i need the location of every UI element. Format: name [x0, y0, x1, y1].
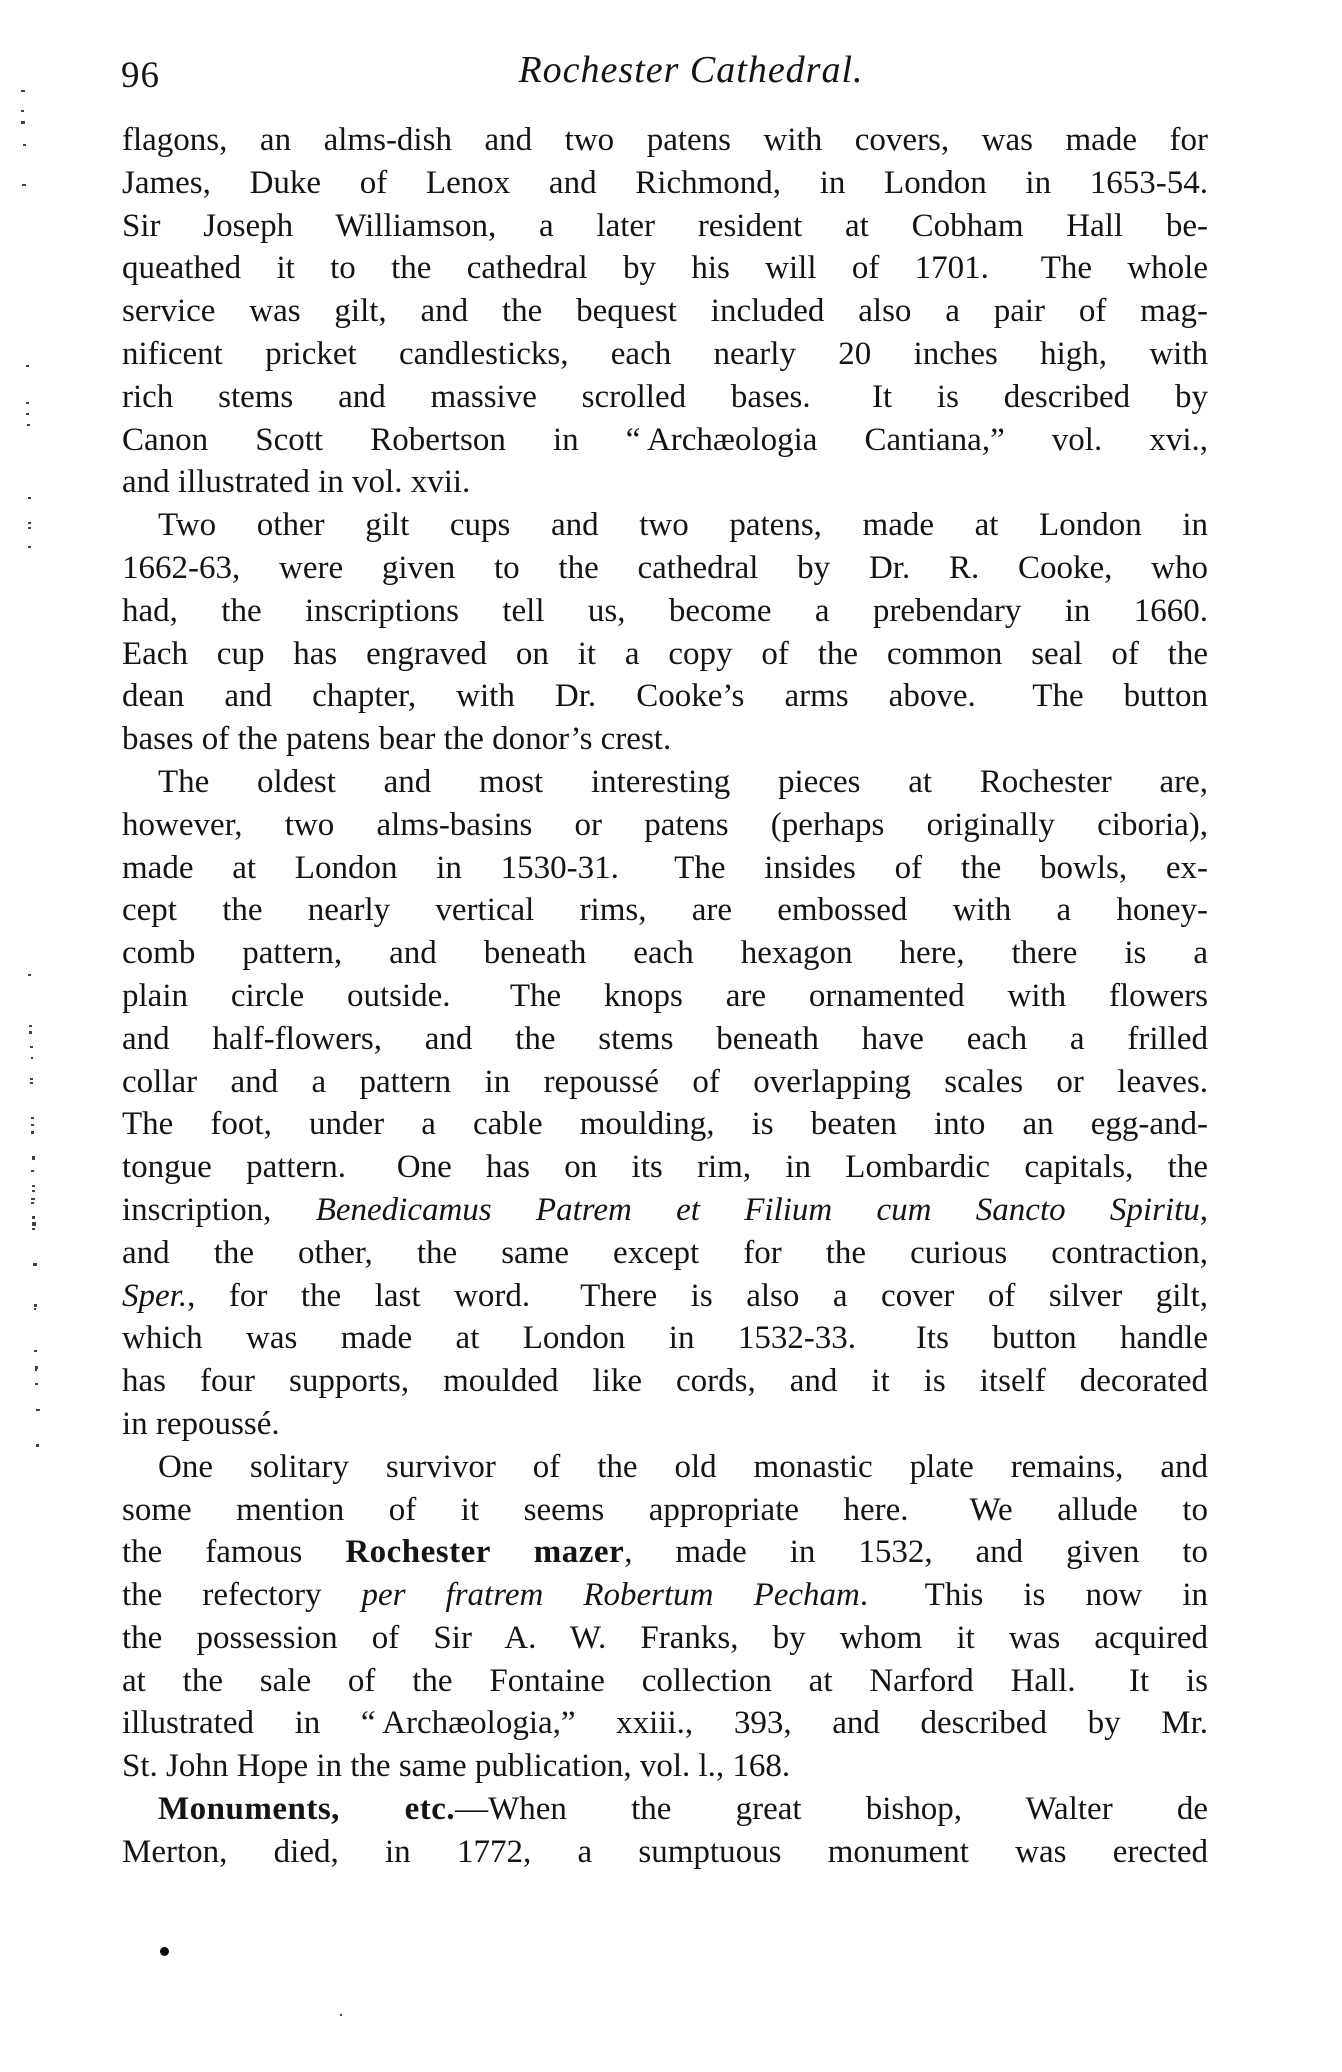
- body-text: which was made at London in 1532-33. Its button handle: [122, 1320, 1208, 1357]
- scan-speck: [31, 1170, 34, 1172]
- text-line: [122, 718, 1208, 761]
- text-line: [122, 1574, 1208, 1617]
- scan-speck: [21, 90, 25, 92]
- text-line: [122, 889, 1208, 932]
- body-text: , for the last word. There is also a cover of silver gilt,: [187, 1277, 1208, 1314]
- text-line: [122, 162, 1208, 205]
- body-text: had, the inscriptions tell us, become a prebendary in 1660.: [122, 592, 1208, 629]
- text-line: [122, 247, 1208, 290]
- text-line: [122, 1489, 1208, 1532]
- bold-text: Monuments, etc.: [158, 1791, 456, 1828]
- scan-speck: [35, 1383, 38, 1385]
- scan-speck: [32, 1228, 35, 1230]
- body-text: St. John Hope in the same publication, vol. l., 168.: [122, 1748, 791, 1785]
- scan-speck: [21, 110, 24, 112]
- page-header: [0, 48, 1342, 104]
- text-line: [122, 119, 1208, 162]
- body-text: The oldest and most interesting pieces at Rochester are,: [158, 763, 1208, 800]
- body-text: dean and chapter, with Dr. Cooke’s arms above. The button: [122, 678, 1208, 715]
- text-line: [122, 675, 1208, 718]
- scan-speck: [28, 522, 31, 524]
- scan-speck: [34, 1304, 37, 1307]
- scan-speck: [32, 1216, 35, 1219]
- scan-speck: [31, 1117, 34, 1119]
- page-number: 96: [121, 55, 160, 96]
- body-text: Merton, died, in 1772, a sumptuous monument was erected: [122, 1833, 1208, 1870]
- scan-speck: [26, 365, 29, 367]
- body-text: service was gilt, and the bequest included also a pair of mag-: [122, 293, 1208, 330]
- body-text: James, Duke of Lenox and Richmond, in London in 1653-54.: [122, 164, 1208, 201]
- italic-text: Benedicamus Patrem et Filium cum Sancto Spiritu: [315, 1191, 1200, 1228]
- scan-speck: [34, 1308, 36, 1310]
- body-text: tongue pattern. One has on its rim, in Lombardic capitals, the: [122, 1149, 1208, 1186]
- italic-text: Sper.: [122, 1277, 188, 1314]
- text-line: [122, 1275, 1208, 1318]
- scan-speck: [28, 546, 31, 548]
- scan-speck: [31, 1198, 35, 1200]
- page-body: [122, 119, 1208, 1874]
- bold-text: Rochester mazer: [345, 1534, 625, 1571]
- scan-speck: [32, 1190, 35, 1192]
- body-text: illustrated in “ Archæologia,” xxiii., 393, and described by Mr.: [122, 1705, 1208, 1742]
- scan-speck: [31, 1131, 34, 1134]
- body-text: The foot, under a cable moulding, is beaten into an egg-and-: [122, 1106, 1208, 1143]
- body-text: in repoussé.: [122, 1405, 280, 1442]
- body-text: queathed it to the cathedral by his will of 1701. The whole: [122, 250, 1208, 287]
- text-line: [122, 1831, 1208, 1874]
- scan-speck: [31, 1057, 33, 1059]
- scan-speck: [35, 1369, 37, 1371]
- scan-speck: [36, 1409, 40, 1411]
- text-line: [122, 461, 1208, 504]
- text-line: [122, 590, 1208, 633]
- scan-speck: [23, 144, 26, 146]
- text-line: [122, 1061, 1208, 1104]
- body-text: and the other, the same except for the curious contraction,: [122, 1234, 1208, 1271]
- scan-speck: [27, 424, 30, 426]
- text-line: [122, 804, 1208, 847]
- body-text: however, two alms-basins or patens (perhaps originally ciboria),: [122, 806, 1208, 843]
- body-text: has four supports, moulded like cords, and it is itself decorated: [122, 1363, 1208, 1400]
- scan-speck: [32, 1185, 35, 1187]
- body-text: nificent pricket candlesticks, each nearly 20 inches high, with: [122, 335, 1208, 372]
- text-line: [122, 1317, 1208, 1360]
- text-line: [122, 1745, 1208, 1788]
- text-line: [122, 547, 1208, 590]
- body-text: Sir Joseph Williamson, a later resident at Cobham Hall be-: [122, 207, 1208, 244]
- body-text: —When the great bishop, Walter de: [455, 1791, 1208, 1828]
- body-text: at the sale of the Fontaine collection at Narford Hall. It is: [122, 1662, 1208, 1699]
- text-line: [122, 1531, 1208, 1574]
- scan-speck: [29, 1025, 32, 1027]
- body-text: Each cup has engraved on it a copy of the common seal of the: [122, 635, 1208, 672]
- ink-dot: [160, 1947, 169, 1956]
- text-line: [122, 1189, 1208, 1232]
- body-text: comb pattern, and beneath each hexagon here, there is a: [122, 935, 1208, 972]
- body-text: One solitary survivor of the old monastic plate remains, and: [158, 1448, 1208, 1485]
- text-line: [122, 1146, 1208, 1189]
- body-text: bases of the patens bear the donor’s crest.: [122, 721, 672, 758]
- text-line: [122, 1232, 1208, 1275]
- scan-speck: [29, 1031, 32, 1034]
- text-line: [122, 419, 1208, 462]
- body-text: the famous: [122, 1534, 346, 1571]
- body-text: collar and a pattern in repoussé of overlapping scales or leaves.: [122, 1063, 1208, 1100]
- body-text: the refectory: [122, 1577, 362, 1614]
- body-text: made at London in 1530-31. The insides of the bowls, ex-: [122, 849, 1208, 886]
- text-line: [122, 975, 1208, 1018]
- text-line: [122, 1660, 1208, 1703]
- scan-speck: [22, 184, 26, 186]
- text-line: [122, 1403, 1208, 1446]
- body-text: inscription,: [122, 1191, 316, 1228]
- scan-speck: [31, 1124, 34, 1126]
- scan-speck: [28, 527, 31, 529]
- italic-text: per fratrem Robertum Pecham: [361, 1577, 860, 1614]
- text-line: [122, 1788, 1208, 1831]
- text-line: [122, 1702, 1208, 1745]
- scan-speck: [30, 1082, 33, 1084]
- running-title: Rochester Cathedral.: [518, 49, 864, 91]
- scan-speck: [28, 497, 31, 499]
- body-text: some mention of it seems appropriate here. We allude to: [122, 1491, 1208, 1528]
- text-line: [122, 761, 1208, 804]
- body-text: 1662-63, were given to the cathedral by Dr. R. Cooke, who: [122, 549, 1208, 586]
- scan-speck: [36, 1444, 39, 1447]
- scan-speck: [30, 1046, 33, 1048]
- scan-speck: [31, 1202, 34, 1204]
- body-text: . This is now in: [859, 1577, 1208, 1614]
- text-line: [122, 847, 1208, 890]
- text-line: [122, 333, 1208, 376]
- body-text: Canon Scott Robertson in “ Archæologia Cantiana,” vol. xvi.,: [122, 421, 1208, 458]
- scan-speck: [33, 1263, 37, 1266]
- text-line: [122, 1103, 1208, 1146]
- scan-speck: [26, 413, 29, 415]
- body-text: cept the nearly vertical rims, are embossed with a honey-: [122, 892, 1208, 929]
- text-line: [122, 376, 1208, 419]
- scan-speck: [340, 2014, 342, 2016]
- text-line: [122, 1446, 1208, 1489]
- body-text: plain circle outside. The knops are ornamented with flowers: [122, 977, 1208, 1014]
- body-text: flagons, an alms-dish and two patens with covers, was made for: [122, 122, 1208, 158]
- text-line: [122, 1360, 1208, 1403]
- body-text: and illustrated in vol. xvii.: [122, 464, 471, 501]
- scan-speck: [26, 402, 29, 404]
- body-text: ,: [1199, 1191, 1208, 1228]
- body-text: the possession of Sir A. W. Franks, by whom it was acquired: [122, 1619, 1208, 1656]
- scan-speck: [28, 974, 31, 976]
- text-line: [122, 1018, 1208, 1061]
- scan-speck: [30, 1078, 33, 1080]
- text-line: [122, 504, 1208, 547]
- body-text: and half-flowers, and the stems beneath have each a frilled: [122, 1020, 1208, 1057]
- text-line: [122, 1617, 1208, 1660]
- body-text: , made in 1532, and given to: [624, 1534, 1208, 1571]
- text-line: [122, 205, 1208, 248]
- text-line: [122, 932, 1208, 975]
- text-line: [122, 633, 1208, 676]
- body-text: rich stems and massive scrolled bases. It is described by: [122, 378, 1208, 415]
- scan-speck: [32, 1222, 36, 1226]
- scan-speck: [32, 1156, 35, 1160]
- scan-speck: [21, 121, 25, 124]
- scan-speck: [34, 1350, 37, 1352]
- body-text: Two other gilt cups and two patens, made at London in: [158, 507, 1208, 544]
- text-line: [122, 290, 1208, 333]
